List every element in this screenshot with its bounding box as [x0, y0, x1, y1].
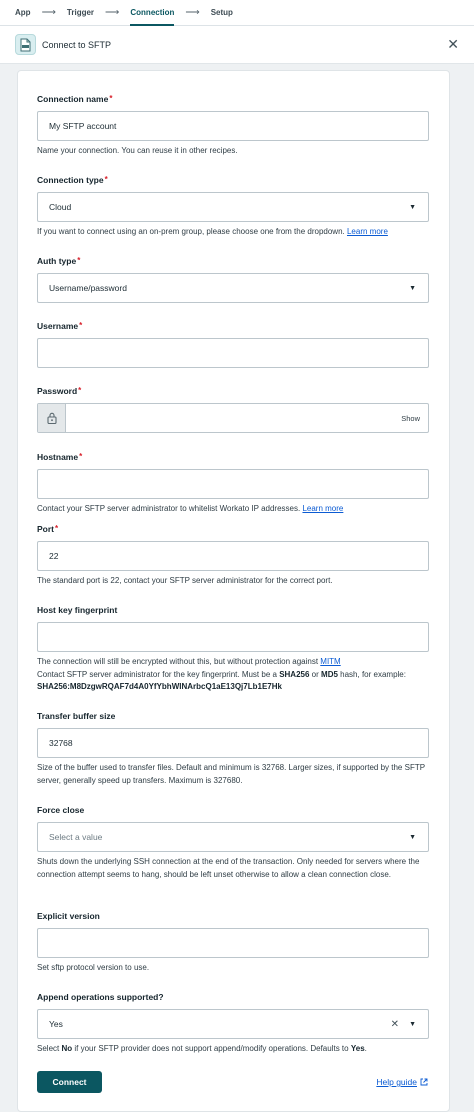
- hostname-input[interactable]: [37, 469, 429, 499]
- external-link-icon: [420, 1078, 428, 1086]
- transfer-buffer-field: [37, 711, 429, 785]
- arrow-icon: ⟶: [41, 7, 56, 18]
- step-app[interactable]: App: [15, 8, 31, 17]
- hostname-label: Hostname: [37, 452, 79, 462]
- connection-name-field: [37, 94, 429, 155]
- force-close-hint: Shuts down the underlying SSH connection at the end of the transaction. Only needed for servers where the connection attempt seems to hang, should be left unset otherwise to allow a clean connection close.: [37, 857, 420, 879]
- help-guide-link[interactable]: Help guide: [376, 1077, 428, 1087]
- explicit-version-hint: Set sftp protocol version to use.: [37, 963, 150, 972]
- auth-type-label: Auth type: [37, 256, 77, 266]
- chevron-down-icon: ▼: [409, 1020, 416, 1028]
- auth-type-select[interactable]: Username/password ▼: [37, 273, 429, 303]
- connection-type-select[interactable]: Cloud ▼: [37, 192, 429, 222]
- required-mark: *: [77, 256, 81, 265]
- step-setup[interactable]: Setup: [210, 8, 233, 17]
- breadcrumb: [0, 0, 474, 26]
- host-key-label: Host key fingerprint: [37, 605, 118, 615]
- close-icon[interactable]: ✕: [447, 36, 459, 52]
- learn-more-link[interactable]: Learn more: [346, 227, 388, 236]
- password-input[interactable]: [37, 403, 429, 433]
- username-label: Username: [37, 321, 79, 331]
- connection-type-label: Connection type: [37, 175, 104, 185]
- append-ops-hint: Select No if your SFTP provider does not support append/modify operations. Defaults to Yes.: [37, 1044, 367, 1053]
- force-close-label: Force close: [37, 805, 85, 815]
- chevron-down-icon: ▼: [409, 284, 416, 292]
- transfer-buffer-label: Transfer buffer size: [37, 711, 116, 721]
- required-mark: *: [79, 452, 83, 461]
- transfer-buffer-hint: Size of the buffer used to transfer files. Default and minimum is 32768. Larger sizes, if supported by the SFTP server, generally speed up transfers. Maximum is 327680.: [37, 763, 425, 785]
- host-key-hint: The connection will still be encrypted without this, but without protection against MITM Contact SFTP server administrator for the key fingerprint. Must be a SHA256 or MD5 hash, for example: SHA256:M8DzgwRQAF7d4A0YfYbhWINArbcQ1aE13Qj7Lb1E7Hk: [37, 657, 406, 691]
- force-close-select[interactable]: Select a value ▼: [37, 822, 429, 852]
- required-mark: *: [104, 175, 108, 184]
- host-key-input[interactable]: [37, 622, 429, 652]
- connection-type-hint: If you want to connect using an on-prem group, please choose one from the dropdown. Learn more: [37, 227, 388, 236]
- port-label: Port: [37, 524, 54, 534]
- learn-more-link[interactable]: Learn more: [302, 504, 344, 513]
- password-field: [37, 386, 429, 423]
- append-ops-field: [37, 992, 429, 1053]
- required-mark: *: [55, 524, 59, 533]
- auth-type-field: [37, 256, 429, 293]
- sftp-file-icon: [15, 34, 36, 55]
- force-close-field: [37, 805, 429, 879]
- dialog-title: Connect to SFTP: [42, 39, 112, 50]
- password-label: Password: [37, 386, 78, 396]
- chevron-down-icon: ▼: [409, 833, 416, 841]
- connection-type-field: [37, 175, 429, 236]
- host-key-field: [37, 605, 429, 691]
- hostname-hint: Contact your SFTP server administrator to whitelist Workato IP addresses. Learn more: [37, 504, 344, 513]
- dialog-header: [0, 26, 474, 64]
- lock-icon: [38, 404, 66, 432]
- port-hint: The standard port is 22, contact your SFTP server administrator for the correct port.: [37, 576, 333, 585]
- port-input[interactable]: 22: [37, 541, 429, 571]
- connection-name-label: Connection name: [37, 94, 109, 104]
- port-field: [37, 524, 429, 585]
- connection-form: [17, 70, 450, 1112]
- connection-name-input[interactable]: My SFTP account: [37, 111, 429, 141]
- transfer-buffer-input[interactable]: 32768: [37, 728, 429, 758]
- show-password-toggle[interactable]: Show: [401, 413, 420, 423]
- username-input[interactable]: [37, 338, 429, 368]
- fingerprint-example: SHA256:M8DzgwRQAF7d4A0YfYbhWINArbcQ1aE13Qj7Lb1E7Hk: [37, 682, 282, 691]
- required-mark: *: [109, 94, 113, 103]
- explicit-version-field: [37, 911, 429, 972]
- explicit-version-input[interactable]: [37, 928, 429, 958]
- required-mark: *: [79, 321, 83, 330]
- step-trigger[interactable]: Trigger: [66, 8, 95, 17]
- chevron-down-icon: ▼: [409, 203, 416, 211]
- arrow-icon: ⟶: [105, 7, 120, 18]
- explicit-version-label: Explicit version: [37, 911, 100, 921]
- username-field: [37, 321, 429, 333]
- append-ops-label: Append operations supported?: [37, 992, 164, 1002]
- required-mark: *: [78, 386, 82, 395]
- clear-icon[interactable]: ✕: [390, 1018, 400, 1030]
- step-connection[interactable]: Connection: [130, 0, 174, 26]
- append-ops-select[interactable]: Yes ✕ ▼: [37, 1009, 429, 1039]
- arrow-icon: ⟶: [185, 7, 200, 18]
- hostname-field: [37, 452, 429, 513]
- connect-button[interactable]: Connect: [37, 1071, 102, 1093]
- connection-name-hint: Name your connection. You can reuse it in other recipes.: [37, 146, 238, 155]
- mitm-link[interactable]: MITM: [320, 657, 341, 666]
